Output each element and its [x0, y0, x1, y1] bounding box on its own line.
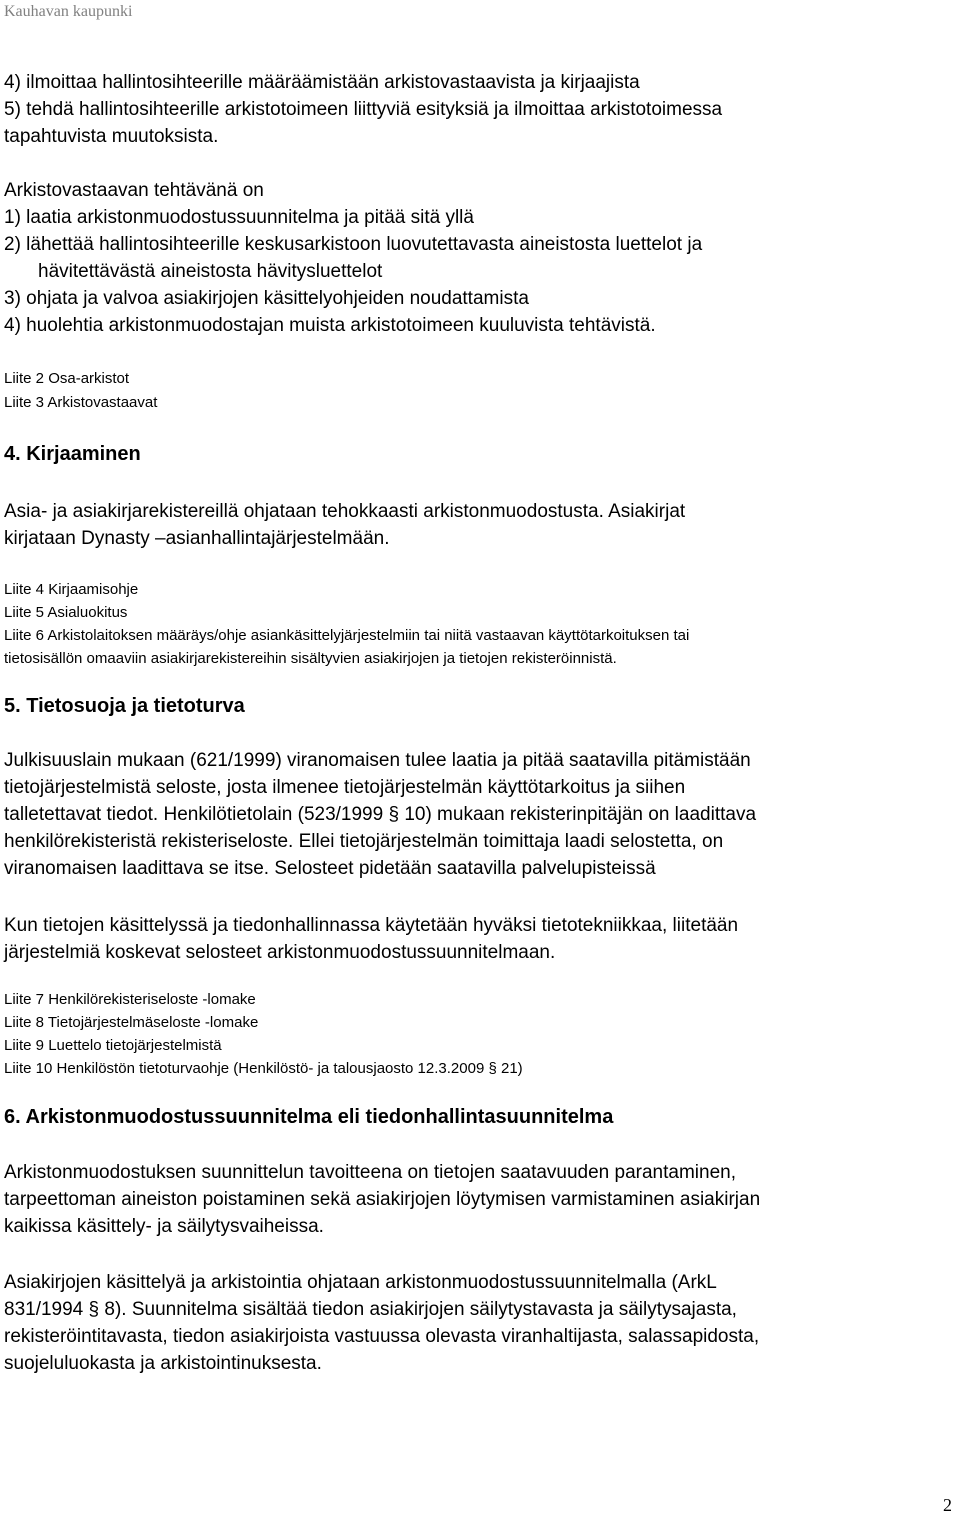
paragraph-line: talletettavat tiedot. Henkilötietolain (523/1999 § 10) mukaan rekisterinpitäjän on laadittava	[4, 804, 757, 825]
paragraph-line: Julkisuuslain mukaan (621/1999) viranomaisen tulee laatia ja pitää saatavilla pitämistään	[4, 750, 751, 771]
list-item: tapahtuvista muutoksista.	[4, 126, 219, 147]
duties-intro: Arkistovastaavan tehtävänä on	[4, 180, 264, 201]
list-item-continuation: hävitettävästä aineistosta hävitysluettelot	[38, 261, 383, 282]
attachment-item: Liite 9 Luettelo tietojärjestelmistä	[4, 1037, 222, 1054]
attachment-item: Liite 8 Tietojärjestelmäseloste -lomake	[4, 1014, 259, 1031]
paragraph-line: suojeluluokasta ja arkistointinuksesta.	[4, 1353, 322, 1374]
list-item: 4) ilmoittaa hallintosihteerille määräämistään arkistovastaavista ja kirjaajista	[4, 72, 640, 93]
attachment-item: Liite 10 Henkilöstön tietoturvaohje (Henkilöstö- ja talousjaosto 12.3.2009 § 21)	[4, 1060, 523, 1077]
paragraph-line: kaikissa käsittely- ja säilytysvaiheissa.	[4, 1216, 324, 1237]
attachment-item-continuation: tietosisällön omaaviin asiakirjarekistereihin sisältyvien asiakirjojen ja tietojen rekisteröinnistä.	[4, 650, 617, 667]
paragraph-line: Kun tietojen käsittelyssä ja tiedonhallinnassa käytetään hyväksi tietotekniikkaa, liitetään	[4, 915, 739, 936]
list-item: 4) huolehtia arkistonmuodostajan muista arkistotoimeen kuuluvista tehtävistä.	[4, 315, 656, 336]
list-item: 2) lähettää hallintosihteerille keskusarkistoon luovutettavasta aineistosta luettelot ja	[4, 234, 703, 255]
paragraph-line: järjestelmiä koskevat selosteet arkistonmuodostussuunnitelmaan.	[4, 942, 556, 963]
list-item: 1) laatia arkistonmuodostussuunnitelma ja pitää sitä yllä	[4, 207, 474, 228]
section-heading: 6. Arkistonmuodostussuunnitelma eli tiedonhallintasuunnitelma	[4, 1106, 614, 1128]
section-heading: 4. Kirjaaminen	[4, 443, 141, 465]
attachment-item: Liite 5 Asialuokitus	[4, 604, 128, 621]
paragraph-line: viranomaisen laadittava se itse. Selosteet pidetään saatavilla palvelupisteissä	[4, 858, 656, 879]
paragraph-line: henkilörekisteristä rekisteriseloste. Ellei tietojärjestelmän toimittaja laadi selostetta, on	[4, 831, 724, 852]
attachment-item: Liite 3 Arkistovastaavat	[4, 394, 158, 411]
paragraph-line: rekisteröintitavasta, tiedon asiakirjoista vastuussa olevasta viranhaltijasta, salassapidosta,	[4, 1326, 760, 1347]
paragraph-line: kirjataan Dynasty –asianhallintajärjestelmään.	[4, 528, 390, 549]
paragraph-line: Asiakirjojen käsittelyä ja arkistointia ohjataan arkistonmuodostussuunnitelmalla (ArkL	[4, 1272, 717, 1293]
paragraph-line: Arkistonmuodostuksen suunnittelun tavoitteena on tietojen saatavuuden parantaminen,	[4, 1162, 736, 1183]
document-header: Kauhavan kaupunki	[4, 3, 133, 20]
attachment-item: Liite 4 Kirjaamisohje	[4, 581, 139, 598]
list-item: 3) ohjata ja valvoa asiakirjojen käsittelyohjeiden noudattamista	[4, 288, 529, 309]
section-heading: 5. Tietosuoja ja tietoturva	[4, 695, 245, 717]
attachment-item: Liite 7 Henkilörekisteriseloste -lomake	[4, 991, 256, 1008]
paragraph-line: Asia- ja asiakirjarekistereillä ohjataan tehokkaasti arkistonmuodostusta. Asiakirjat	[4, 501, 686, 522]
attachment-item: Liite 6 Arkistolaitoksen määräys/ohje asiankäsittelyjärjestelmiin tai niitä vastaavan käyttötarkoituksen tai	[4, 627, 690, 644]
paragraph-line: tarpeettoman aineiston poistaminen sekä asiakirjojen löytymisen varmistaminen asiakirjan	[4, 1189, 761, 1210]
paragraph-line: tietojärjestelmistä seloste, josta ilmenee tietojärjestelmän käyttötarkoitus ja siihen	[4, 777, 686, 798]
attachment-item: Liite 2 Osa-arkistot	[4, 370, 130, 387]
paragraph-line: 831/1994 § 8). Suunnitelma sisältää tiedon asiakirjojen säilytystavasta ja säilytysajasta,	[4, 1299, 737, 1320]
page-number: 2	[943, 1495, 952, 1515]
list-item: 5) tehdä hallintosihteerille arkistotoimeen liittyviä esityksiä ja ilmoittaa arkistotoimessa	[4, 99, 723, 120]
